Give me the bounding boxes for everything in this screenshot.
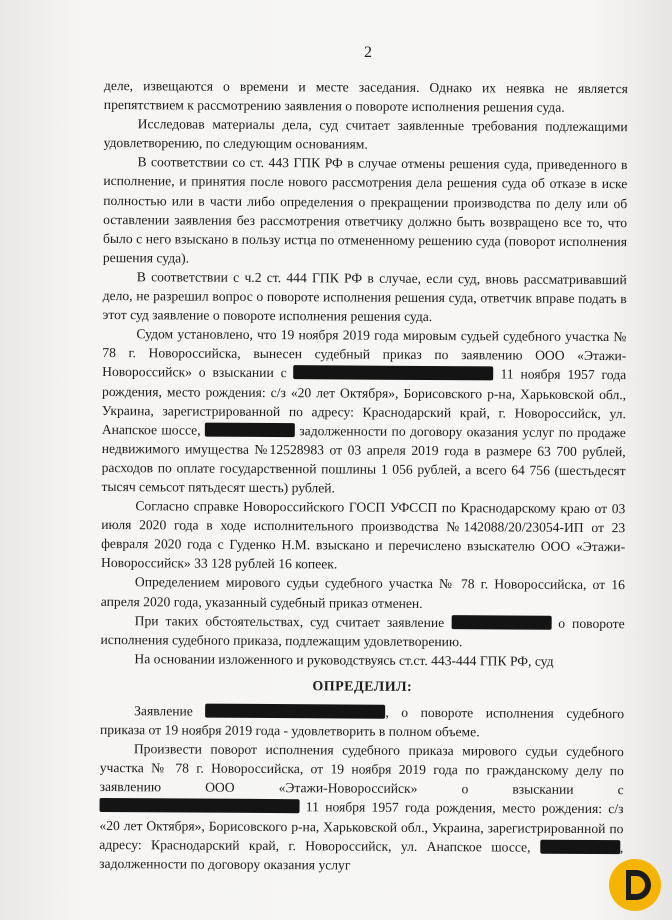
paragraph-8-text: При таких обстоятельствах, суд считает заявление xyxy=(134,612,445,630)
paragraph-5-cont: 11 ноября 1957 года рождения, место рождения: с/з «20 лет Октября», Борисовского р-на, Харьковской обл., Украина, зарегистрированной по адресу: Краснодарский край, г. Новороссийск, ул. Анапское шоссе, xyxy=(101,366,627,438)
document-body xyxy=(99,76,628,876)
section-heading: ОПРЕДЕЛИЛ: xyxy=(312,679,413,695)
paragraph-6: Согласно справке Новороссийского ГОСП УФССП по Краснодарскому краю от 03 июля 2020 года в ходе исполнительного производства №142088/20/23054-ИП от 23 февраля 2020 года с Гуденко Н.М. взыскано и перечислено взыскателю ООО «Этажи-Новороссийск» 33 128 рублей 16 копеек. xyxy=(100,498,626,572)
paragraph-8 xyxy=(101,611,625,652)
paragraph-7: Определением мирового судьи судебного участка № 78 г. Новороссийска, от 16 апреля 2020 года, указанный судебный приказ отменен. xyxy=(100,574,625,611)
redacted-name xyxy=(451,615,551,630)
paragraph-2: Исследовав материалы дела, суд считает заявленные требования подлежащими удовлетворению, по следующим основаниям. xyxy=(103,116,628,152)
redacted-name xyxy=(205,704,385,719)
paragraph-5-text: Судом установлено, что 19 ноября 2019 года мировым судьей судебного участка № 78 г. Новороссийска, вынесен судебный приказ по заявлению ООО «Этажи-Новороссийск» о взыскании с xyxy=(102,326,627,381)
redacted-address xyxy=(205,422,295,437)
paragraph-11-end: , задолженности по договору оказания услуг xyxy=(99,839,624,873)
paragraph-11-cont: 11 ноября 1957 года рождения, место рождения: с/з «20 лет Октября», Борисовского р-на, Харьковской обл., Украина, зарегистрированной по адресу: Краснодарский край, г. Новороссийск, ул. Анапское шоссе, xyxy=(99,799,624,855)
paragraph-10-end: , о повороте исполнения судебного приказа от 19 ноября 2019 года - удовлетворить в полном объеме. xyxy=(99,704,625,740)
paragraph-3: В соответствии со ст. 443 ГПК РФ в случае отмены решения суда, приведенного в исполнение, и принятия после нового рассмотрения дела решения суда об отказе в иске полностью или в части либо определения о прекращении производства по делу или об оставлении заявления без рассмотрения ответчику должно быть возвращено все то, что было с него взыскано в пользу истца по отмененному решению суда (поворот исполнения решения суда). xyxy=(102,154,628,266)
paragraph-9: На основании изложенного и руководствуясь ст.ст. 443-444 ГПК РФ, суд xyxy=(134,651,554,669)
paragraph-5 xyxy=(101,324,626,499)
paragraph-10-text: Заявление xyxy=(134,703,193,719)
redacted-address xyxy=(540,839,620,853)
paragraph-10 xyxy=(100,701,624,742)
page-number: 2 xyxy=(364,44,372,61)
watermark-logo xyxy=(608,858,662,912)
paragraph-1: деле, извещаются о времени и месте заседания. Однако их неявка не является препятствием к рассмотрению заявления о повороте исполнения решения суда. xyxy=(103,77,628,115)
paragraph-4: В соответствии с ч.2 ст. 444 ГПК РФ в случае, если суд, вновь рассматривавший дело, не разрешил вопрос о повороте исполнения решения суда, ответчик вправе подать в этот суд заявление о повороте исполнения решения суда. xyxy=(102,269,627,325)
paragraph-11 xyxy=(99,739,624,876)
paragraph-5-end: задолженности по договору оказания услуг по продаже недвижимого имущества №12528983 от 03 апреля 2019 года в размере 63 700 рублей, расходов по оплате государственной пошлины 1 056 рублей, а всего 64 756 (шестьдесят тысяч семьсот пятьдесят шесть) рублей. xyxy=(101,422,626,496)
paragraph-8-end: о повороте исполнения судебного приказа, подлежащим удовлетворению. xyxy=(100,615,625,649)
redacted-name xyxy=(294,366,494,381)
paragraph-11-text: Произвести поворот исполнения судебного приказа мирового судьи судебного участка № 78 г. Новороссийска, от 19 ноября 2019 года по гражданскому делу по заявлению ООО «Этажи-Новороссийск» о взыскании с xyxy=(99,741,624,798)
redacted-name xyxy=(100,798,300,813)
